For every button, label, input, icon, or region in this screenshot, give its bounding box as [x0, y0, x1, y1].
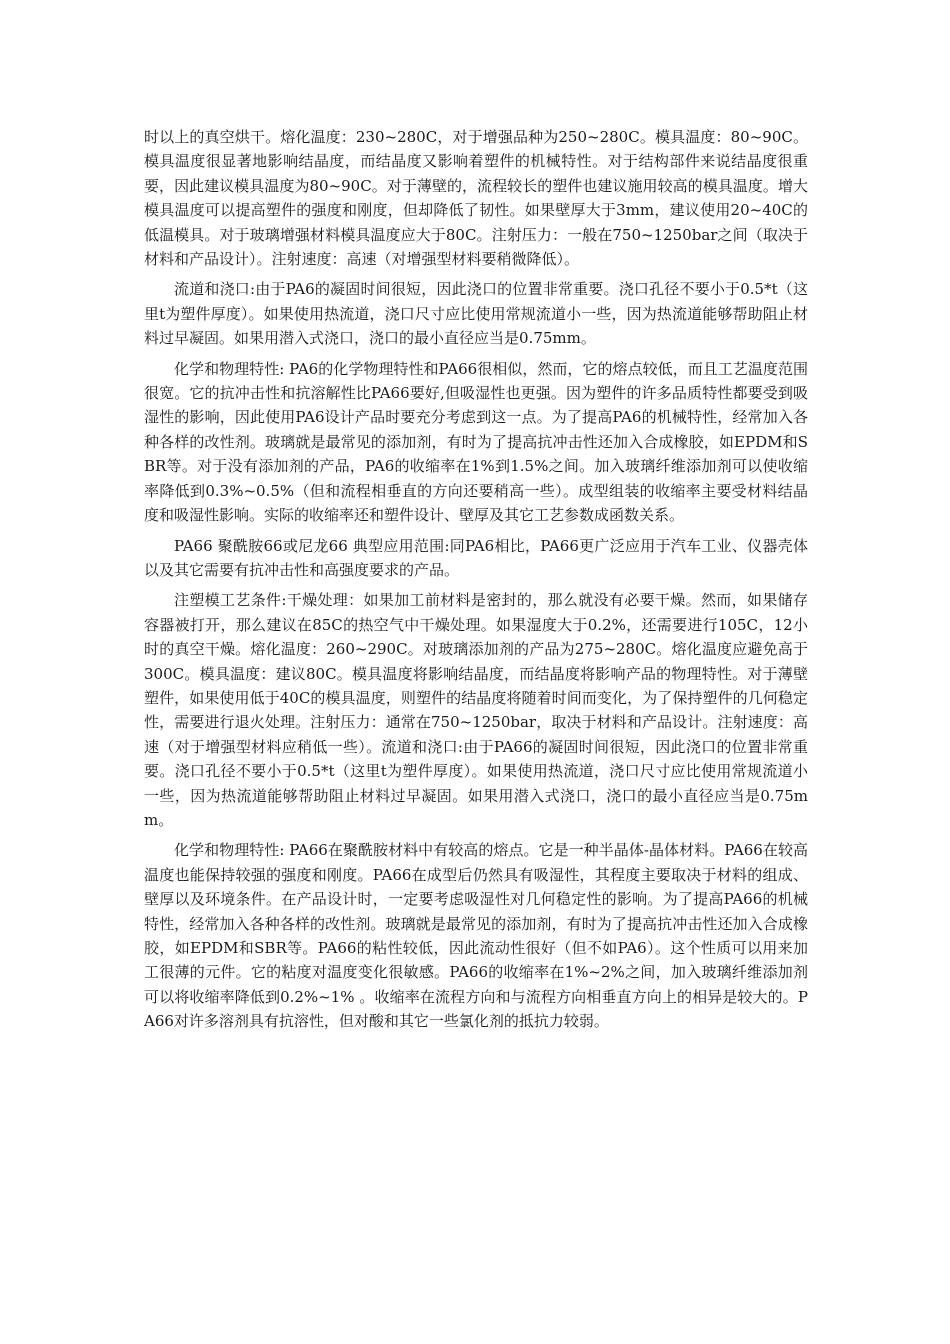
paragraph-runner-gate-pa6: 流道和浇口:由于PA6的凝固时间很短，因此浇口的位置非常重要。浇口孔径不要小于0.5*t（这里t为塑件厚度）。如果使用热流道，浇口尺寸应比使用常规流道小一些，因为热流道能够帮助阻止材料过早凝固。如果用潜入式浇口，浇口的最小直径应当是0.75mm。 [144, 280, 808, 348]
paragraph-drying-temperatures: 时以上的真空烘干。熔化温度：230~280C，对于增强品种为250~280C。模具温度：80~90C。模具温度很显著地影响结晶度，而结晶度又影响着塑件的机械特性。对于结构部件来说结晶度很重要，因此建议模具温度为80~90C。对于薄壁的，流程较长的塑件也建议施用较高的模具温度。增大模具温度可以提高塑件的强度和刚度，但却降低了韧性。如果壁厚大于3mm，建议使用20~40C的低温模具。对于玻璃增强材料模具温度应大于80C。注射压力：一般在750~1250bar之间（取决于材料和产品设计）。注射速度：高速（对增强型材料要稍微降低）。 [144, 128, 808, 269]
paragraph-properties-pa6: 化学和物理特性: PA6的化学物理特性和PA66很相似，然而，它的熔点较低，而且工艺温度范围很宽。它的抗冲击性和抗溶解性比PA66要好,但吸湿性也更强。因为塑件的许多品质特性都要受到吸湿性的影响，因此使用PA6设计产品时要充分考虑到这一点。为了提高PA6的机械特性，经常加入各种各样的改性剂。玻璃就是最常见的添加剂，有时为了提高抗冲击性还加入合成橡胶，如EPDM和SBR等。对于没有添加剂的产品，PA6的收缩率在1%到1.5%之间。加入玻璃纤维添加剂可以使收缩率降低到0.3%~0.5%（但和流程相垂直的方向还要稍高一些）。成型组装的收缩率主要受材料结晶度和吸湿性影响。实际的收缩率还和塑件设计、壁厚及其它工艺参数成函数关系。 [144, 359, 808, 525]
paragraph-pa66-applications: PA66 聚酰胺66或尼龙66 典型应用范围:同PA6相比，PA66更广泛应用于汽车工业、仪器壳体以及其它需要有抗冲击性和高强度要求的产品。 [144, 536, 808, 579]
paragraph-properties-pa66: 化学和物理特性: PA66在聚酰胺材料中有较高的熔点。它是一种半晶体-晶体材料。PA66在较高温度也能保持较强的强度和刚度。PA66在成型后仍然具有吸湿性，其程度主要取决于材料的组成、壁厚以及环境条件。在产品设计时，一定要考虑吸湿性对几何稳定性的影响。为了提高PA66的机械特性，经常加入各种各样的改性剂。玻璃就是最常见的添加剂，有时为了提高抗冲击性还加入合成橡胶，如EPDM和SBR等。PA66的粘性较低，因此流动性很好（但不如PA6）。这个性质可以用来加工很薄的元件。它的粘度对温度变化很敏感。PA66的收缩率在1%~2%之间，加入玻璃纤维添加剂可以将收缩率降低到0.2%~1% 。收缩率在流程方向和与流程方向相垂直方向上的相异是较大的。PA66对许多溶剂具有抗溶性，但对酸和其它一些氯化剂的抵抗力较弱。 [144, 841, 808, 1031]
paragraph-pa66-process-conditions: 注塑模工艺条件:干燥处理：如果加工前材料是密封的，那么就没有必要干燥。然而，如果储存容器被打开，那么建议在85C的热空气中干燥处理。如果湿度大于0.2%，还需要进行105C，12小时的真空干燥。熔化温度：260~290C。对玻璃添加剂的产品为275~280C。熔化温度应避免高于300C。模具温度：建议80C。模具温度将影响结晶度，而结晶度将影响产品的物理特性。对于薄壁塑件，如果使用低于40C的模具温度，则塑件的结晶度将随着时间而变化，为了保持塑件的几何稳定性，需要进行退火处理。注射压力：通常在750~1250bar，取决于材料和产品设计。注射速度：高速（对于增强型材料应稍低一些）。流道和浇口:由于PA66的凝固时间很短，因此浇口的位置非常重要。浇口孔径不要小于0.5*t（这里t为塑件厚度）。如果使用热流道，浇口尺寸应比使用常规流道小一些，因为热流道能够帮助阻止材料过早凝固。如果用潜入式浇口，浇口的最小直径应当是0.75mm。 [144, 591, 808, 829]
document-body [144, 125, 808, 1040]
